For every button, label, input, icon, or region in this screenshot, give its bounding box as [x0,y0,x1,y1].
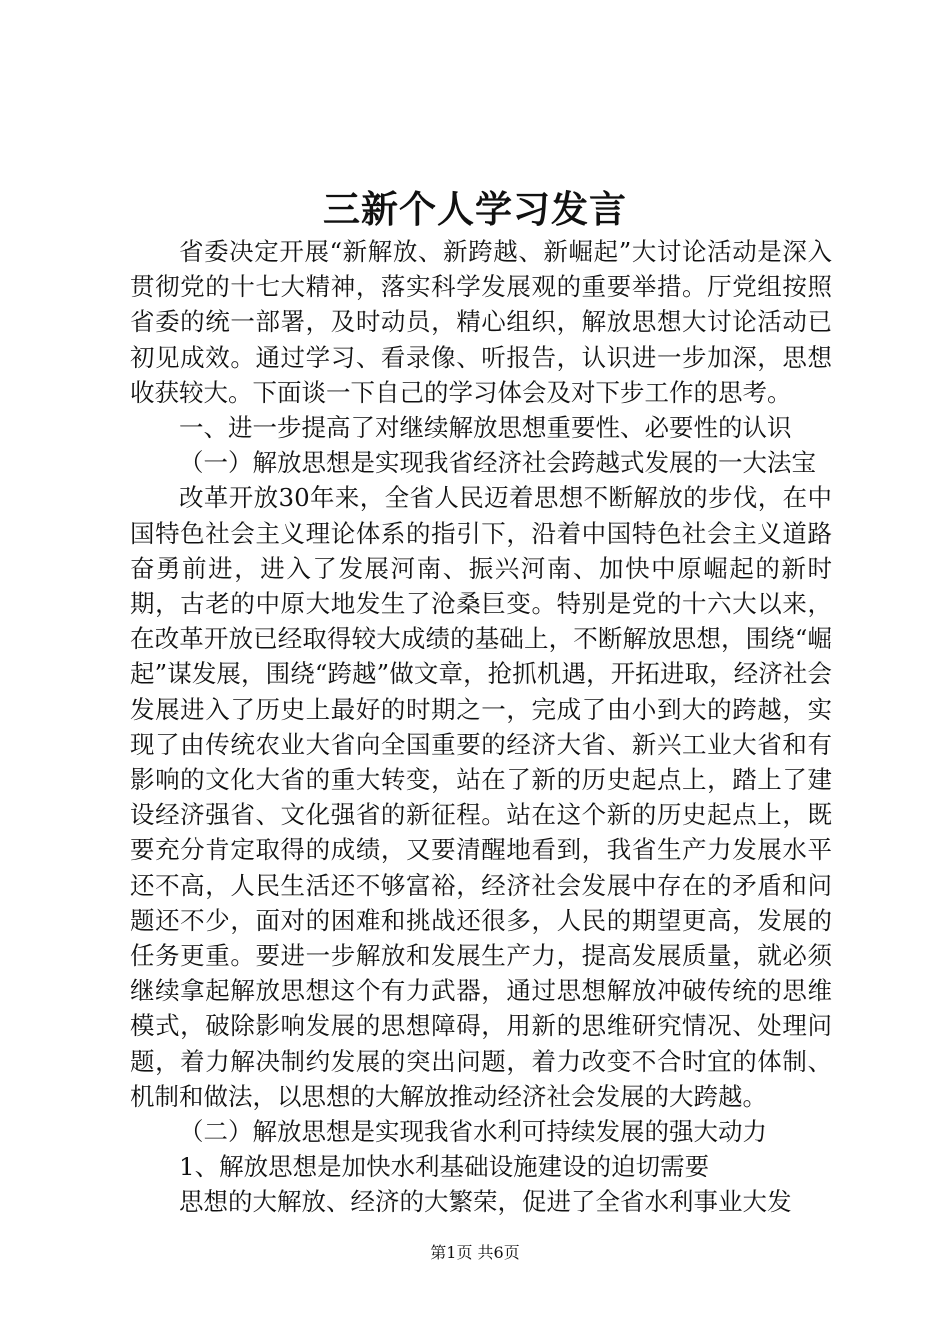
document-body [130,234,832,1220]
heading-point-1: 1、解放思想是加快水利基础设施建设的迫切需要 [179,1152,710,1182]
heading-subsection-2: （二）解放思想是实现我省水利可持续发展的强大动力 [179,1117,767,1147]
heading-subsection-1: （一）解放思想是实现我省经济社会跨越式发展的一大法宝 [179,448,816,478]
paragraph-intro: 省委决定开展“新解放、新跨越、新崛起”大讨论活动是深入贯彻党的十七大精神，落实科学发展观的重要举措。厅党组按照省委的统一部署，及时动员，精心组织，解放思想大讨论活动已初见成效。通过学习、看录像、听报告，认识进一步加深，思想收获较大。下面谈一下自己的学习体会及对下步工作的思考。 [130,237,832,407]
heading-section-1: 一、进一步提高了对继续解放思想重要性、必要性的认识 [179,413,792,443]
paragraph-reform: 改革开放30年来，全省人民迈着思想不断解放的步伐，在中国特色社会主义理论体系的指引下，沿着中国特色社会主义道路奋勇前进，进入了发展河南、振兴河南、加快中原崛起的新时期，古老的中原大地发生了沧桑巨变。特别是党的十六大以来，在改革开放已经取得较大成绩的基础上，不断解放思想，围绕“崛起”谋发展，围绕“跨越”做文章，抢抓机遇，开拓进取，经济社会发展进入了历史上最好的时期之一，完成了由小到大的跨越，实现了由传统农业大省向全国重要的经济大省、新兴工业大省和有影响的文化大省的重大转变，站在了新的历史起点上，踏上了建设经济强省、文化强省的新征程。站在这个新的历史起点上，既要充分肯定取得的成绩，又要清醒地看到，我省生产力发展水平还不高，人民生活还不够富裕，经济社会发展中存在的矛盾和问题还不少，面对的困难和挑战还很多，人民的期望更高，发展的任务更重。要进一步解放和发展生产力，提高发展质量，就必须继续拿起解放思想这个有力武器，通过思想解放冲破传统的思维模式，破除影响发展的思想障碍，用新的思维研究情况、处理问题，着力解决制约发展的突出问题，着力改变不合时宜的体制、机制和做法，以思想的大解放推动经济社会发展的大跨越。 [130,483,832,1111]
page-number-footer: 第1页 共6页 [430,1243,520,1262]
document-title: 三新个人学习发言 [323,187,627,231]
paragraph-water: 思想的大解放、经济的大繁荣，促进了全省水利事业大发 [179,1187,792,1217]
